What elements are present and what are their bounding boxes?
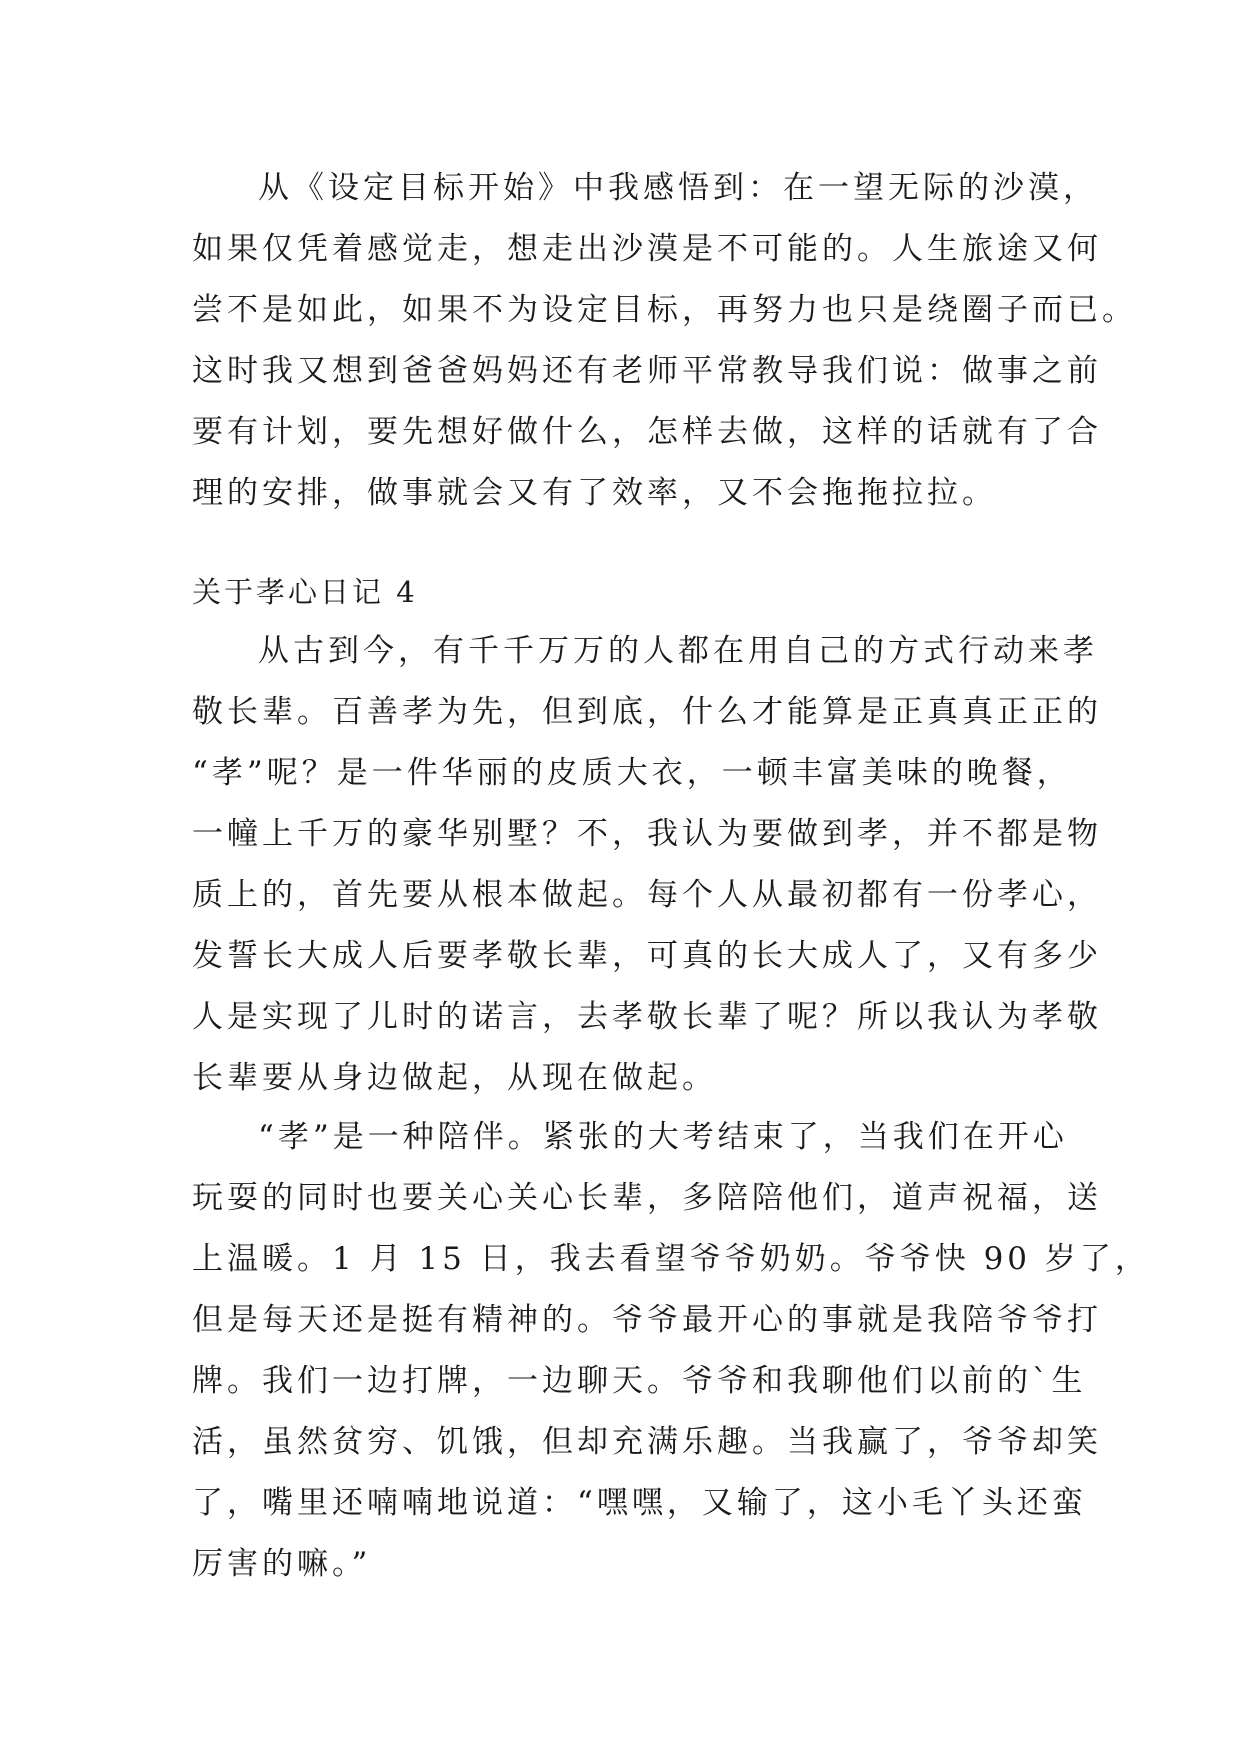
paragraph-line: 了，嘴里还喃喃地说道：“嘿嘿，又输了，这小毛丫头还蛮 (192, 1485, 1087, 1521)
paragraph-line: 玩耍的同时也要关心关心长辈，多陪陪他们，道声祝福，送 (192, 1180, 1102, 1216)
paragraph-line: 质上的，首先要从根本做起。每个人从最初都有一份孝心， (192, 877, 1102, 913)
paragraph-line: 理的安排，做事就会又有了效率，又不会拖拖拉拉。 (192, 475, 997, 511)
section-heading: 关于孝心日记 4 (192, 575, 418, 609)
paragraph-line: 上温暖。1 月 15 日，我去看望爷爷奶奶。爷爷快 90 岁了， (192, 1241, 1150, 1277)
paragraph-line: 从《设定目标开始》中我感悟到：在一望无际的沙漠， (258, 170, 1098, 206)
paragraph-companionship (192, 1107, 1150, 1595)
paragraph-line: 如果仅凭着感觉走，想走出沙漠是不可能的。人生旅途又何 (192, 231, 1102, 267)
paragraph-filial-piety-intro (192, 621, 1102, 1109)
paragraph-line: 要有计划，要先想好做什么，怎样去做，这样的话就有了合 (192, 414, 1102, 450)
paragraph-line: 人是实现了儿时的诺言，去孝敬长辈了呢？所以我认为孝敬 (192, 999, 1102, 1035)
paragraph-line: “孝”是一种陪伴。紧张的大考结束了，当我们在开心 (258, 1119, 1068, 1155)
paragraph-line: 从古到今，有千千万万的人都在用自己的方式行动来孝 (258, 633, 1098, 669)
paragraph-line: “孝”呢？是一件华丽的皮质大衣，一顿丰富美味的晚餐， (192, 755, 1072, 791)
paragraph-line: 一幢上千万的豪华别墅？不，我认为要做到孝，并不都是物 (192, 816, 1102, 852)
paragraph-line: 发誓长大成人后要孝敬长辈，可真的长大成人了，又有多少 (192, 938, 1102, 974)
paragraph-line: 长辈要从身边做起，从现在做起。 (192, 1060, 717, 1096)
paragraph-line: 厉害的嘛。” (192, 1546, 372, 1582)
paragraph-line: 牌。我们一边打牌，一边聊天。爷爷和我聊他们以前的`生 (192, 1363, 1087, 1399)
paragraph-setting-goals (192, 158, 1137, 524)
paragraph-line: 敬长辈。百善孝为先，但到底，什么才能算是正真真正正的 (192, 694, 1102, 730)
paragraph-line: 尝不是如此，如果不为设定目标，再努力也只是绕圈子而已。 (192, 292, 1137, 328)
paragraph-line: 活，虽然贫穷、饥饿，但却充满乐趣。当我赢了，爷爷却笑 (192, 1424, 1102, 1460)
paragraph-line: 但是每天还是挺有精神的。爷爷最开心的事就是我陪爷爷打 (192, 1302, 1102, 1338)
paragraph-line: 这时我又想到爸爸妈妈还有老师平常教导我们说：做事之前 (192, 353, 1102, 389)
